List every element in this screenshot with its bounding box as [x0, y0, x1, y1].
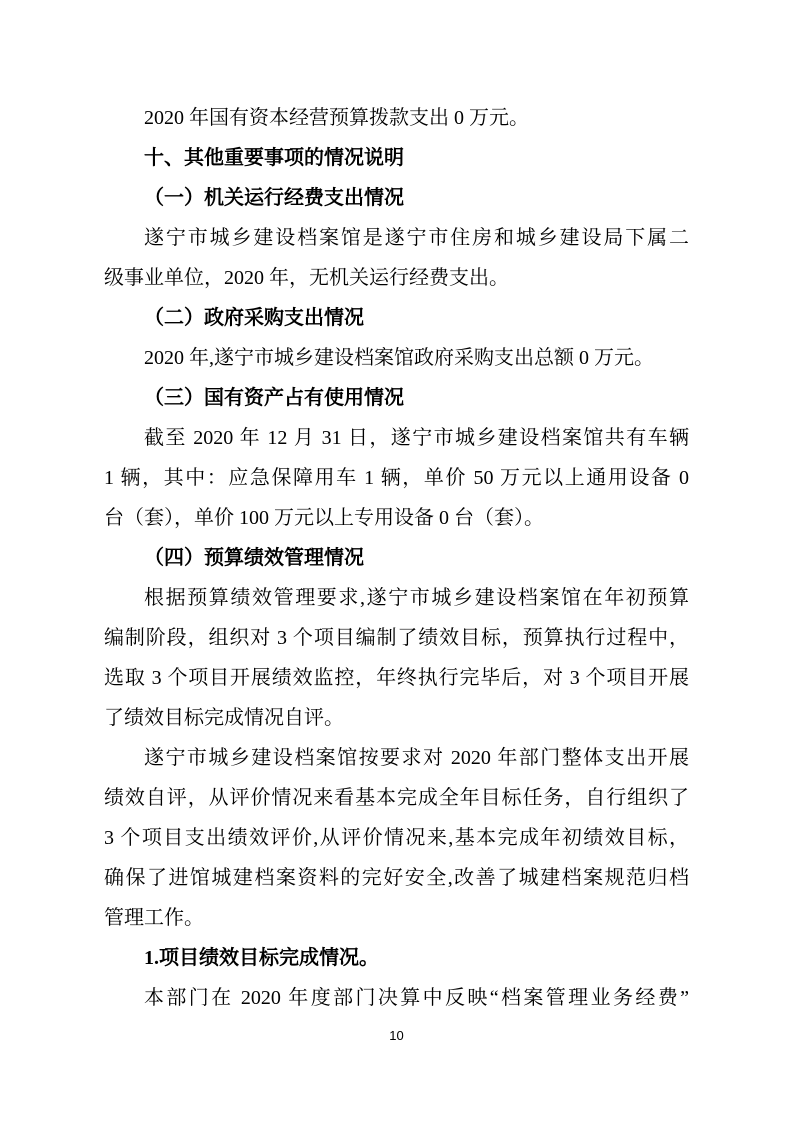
text-line: 截至 2020 年 12 月 31 日，遂宁市城乡建设档案馆共有车辆 — [144, 427, 689, 449]
section-heading: （四）预算绩效管理情况 — [144, 547, 364, 569]
section-heading: （三）国有资产占有使用情况 — [144, 387, 404, 409]
page-number: 10 — [389, 1028, 404, 1043]
text-line: 管理工作。 — [104, 907, 204, 929]
section-heading: 十、其他重要事项的情况说明 — [144, 147, 404, 169]
text-line: 绩效自评，从评价情况来看基本完成全年目标任务，自行组织了 — [104, 787, 689, 809]
page-body — [104, 98, 689, 1018]
text-line: 遂宁市城乡建设档案馆是遂宁市住房和城乡建设局下属二 — [144, 227, 689, 249]
text-line: 了绩效目标完成情况自评。 — [104, 707, 344, 729]
text-line: 2020 年,遂宁市城乡建设档案馆政府采购支出总额 0 万元。 — [144, 347, 654, 369]
text-line: 遂宁市城乡建设档案馆按要求对 2020 年部门整体支出开展 — [144, 747, 689, 769]
text-line: 选取 3 个项目开展绩效监控，年终执行完毕后，对 3 个项目开展 — [104, 667, 689, 689]
text-line: 本部门在 2020 年度部门决算中反映“档案管理业务经费” — [144, 987, 689, 1009]
page-footer — [0, 1028, 793, 1044]
text-line: 级事业单位，2020 年，无机关运行经费支出。 — [104, 267, 509, 289]
text-line: 2020 年国有资本经营预算拨款支出 0 万元。 — [144, 107, 529, 129]
text-line: 根据预算绩效管理要求,遂宁市城乡建设档案馆在年初预算 — [144, 587, 689, 609]
section-heading: 1.项目绩效目标完成情况。 — [144, 947, 379, 969]
section-heading: （一）机关运行经费支出情况 — [144, 187, 404, 209]
section-heading: （二）政府采购支出情况 — [144, 307, 364, 329]
text-line: 1 辆，其中：应急保障用车 1 辆，单价 50 万元以上通用设备 0 — [104, 467, 689, 489]
text-line: 3 个项目支出绩效评价,从评价情况来,基本完成年初绩效目标， — [104, 827, 689, 849]
text-line: 编制阶段，组织对 3 个项目编制了绩效目标，预算执行过程中， — [104, 627, 689, 649]
text-line: 台（套），单价 100 万元以上专用设备 0 台（套）。 — [104, 507, 544, 529]
text-line: 确保了进馆城建档案资料的完好安全,改善了城建档案规范归档 — [104, 867, 689, 889]
